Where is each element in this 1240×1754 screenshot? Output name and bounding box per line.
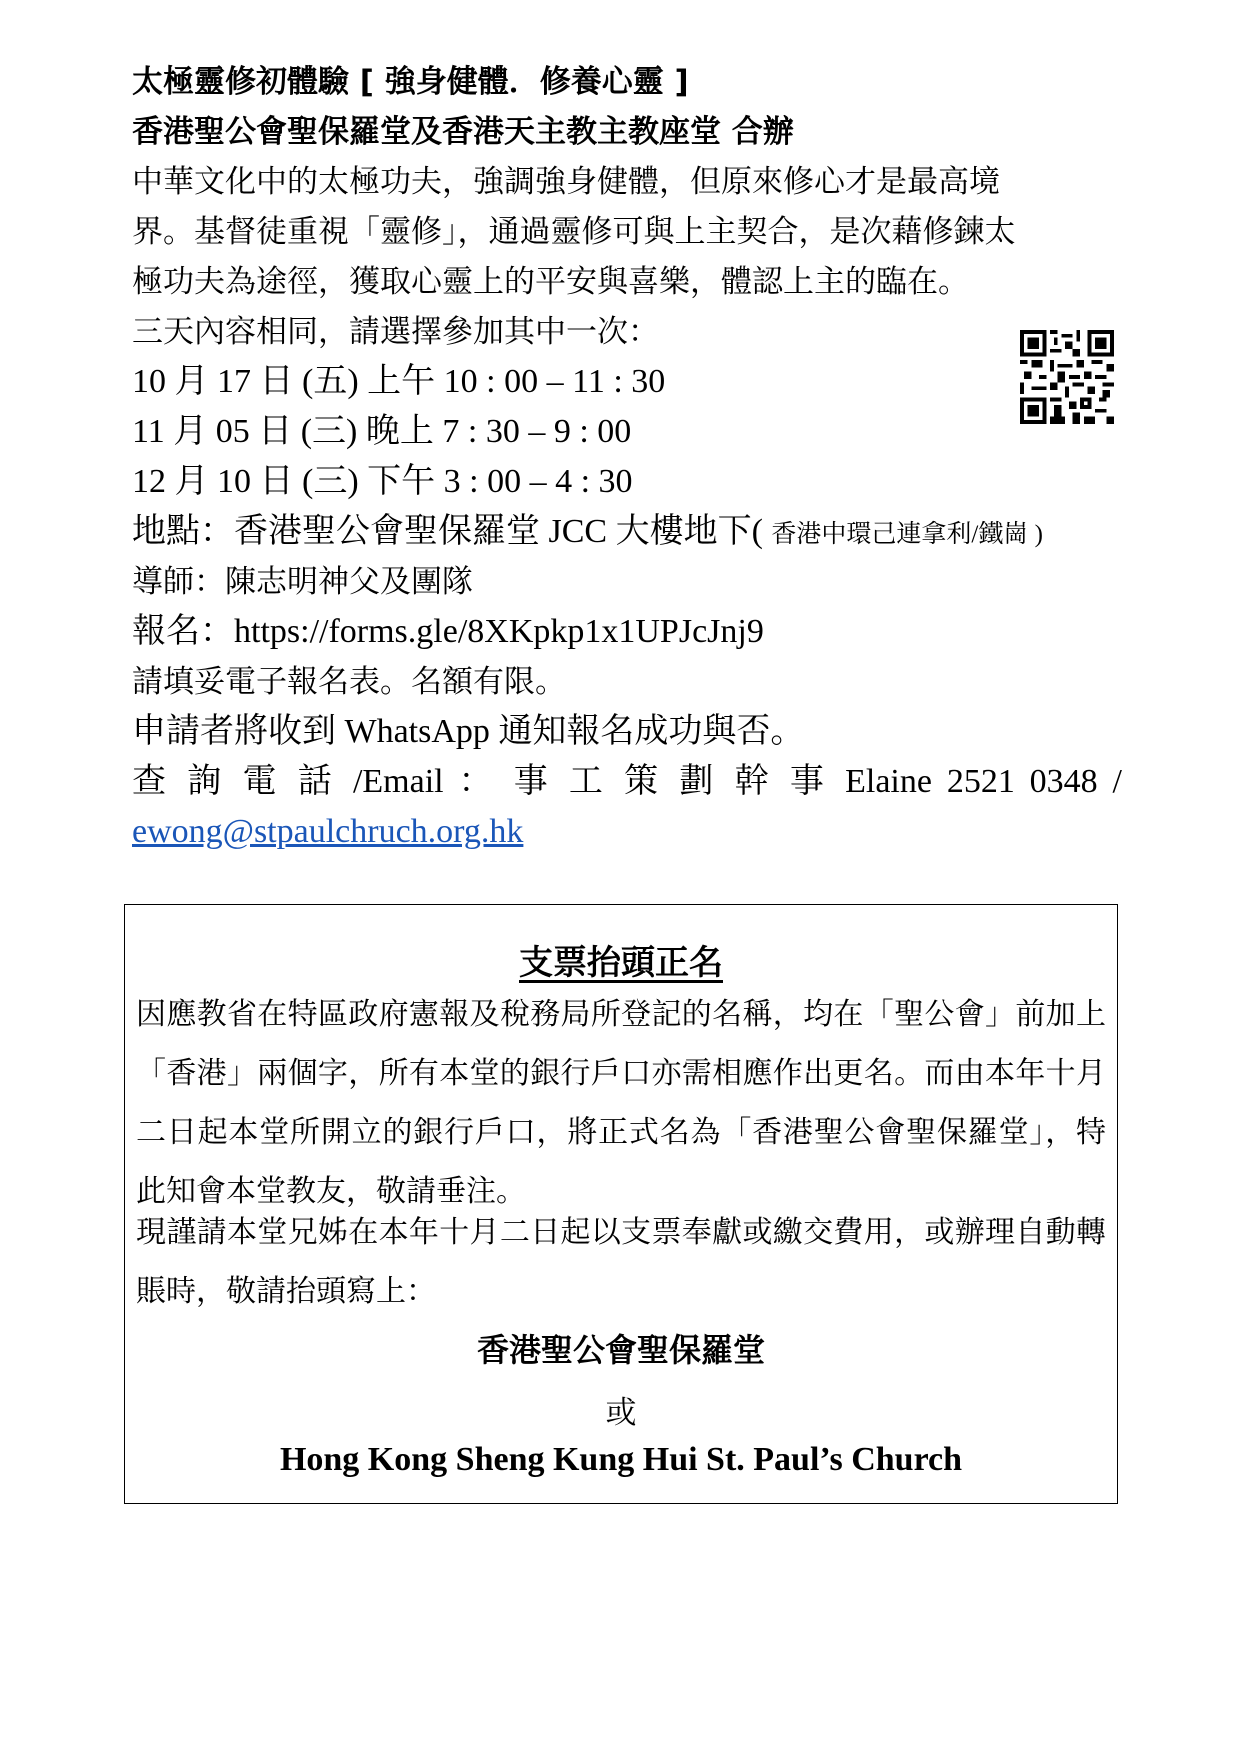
venue-detail: 香港中環己連拿利/鐵崗 ) [771, 521, 1043, 548]
cheque-notice-box [124, 904, 1118, 1504]
enquiry-line: 查 詢 電 話 /Email ： 事 工 策 劃 幹 事 Elaine 2521 0348 / [132, 763, 1122, 800]
notice-title [125, 935, 1117, 984]
form-note: 請填妥電子報名表。名額有限。 [132, 664, 566, 700]
notice-paragraph-2: 現謹請本堂兄姊在本年十月二日起以支票奉獻或繳交費用，或辦理自動轉賬時，敬請抬頭寫上： [136, 1215, 1106, 1309]
intro-line-3: 極功夫為途徑，獲取心靈上的平安與喜樂，體認上主的臨在。 [132, 264, 969, 300]
notice-paragraph-1: 因應教省在特區政府憲報及稅務局所登記的名稱，均在「聖公會」前加上「香港」兩個字，所有本堂的銀行戶口亦需相應作出更名。而由本年十月二日起本堂所開立的銀行戶口，將正式名為「香港聖公會聖保羅堂」，特此知會本堂教友，敬請垂注。 [136, 997, 1106, 1209]
session-2: 11 月 05 日 (三) 晚上 7 : 30 – 9 : 00 [132, 413, 632, 450]
notice-title-text: 支票抬頭正名 [519, 943, 723, 983]
english-church-name: Hong Kong Sheng Kung Hui St. Paul’s Church [279, 1441, 963, 1478]
chinese-church-name: 香港聖公會聖保羅堂 [476, 1331, 765, 1369]
intro-line-1: 中華文化中的太極功夫，強調強身健體，但原來修心才是最高境 [132, 164, 1000, 200]
venue-label: 地點：香港聖公會聖保羅堂 JCC 大樓地下( [132, 513, 763, 550]
instructor: 導師：陳志明神父及團隊 [132, 564, 473, 600]
event-title: 太極靈修初體驗 [ 強身健體．修養心靈 ] [132, 64, 689, 100]
session-1: 10 月 17 日 (五) 上午 10 : 00 – 11 : 30 [132, 363, 666, 400]
event-organizers: 香港聖公會聖保羅堂及香港天主教主教座堂 合辦 [132, 114, 794, 150]
session-3: 12 月 10 日 (三) 下午 3 : 00 – 4 : 30 [132, 463, 633, 500]
whatsapp-note: 申請者將收到 WhatsApp 通知報名成功與否。 [132, 713, 805, 750]
email-link[interactable]: ewong@stpaulchruch.org.hk [132, 813, 524, 850]
qr-code-icon[interactable] [1020, 330, 1114, 424]
venue [132, 512, 1043, 555]
or-separator: 或 [605, 1395, 637, 1431]
choose-note: 三天內容相同，請選擇參加其中一次： [132, 314, 659, 350]
intro-line-2: 界。基督徒重視「靈修」，通過靈修可與上主契合，是次藉修鍊太 [132, 214, 1016, 250]
registration-link[interactable]: 報名：https://forms.gle/8XKpkp1x1UPJcJnj9 [132, 613, 764, 650]
